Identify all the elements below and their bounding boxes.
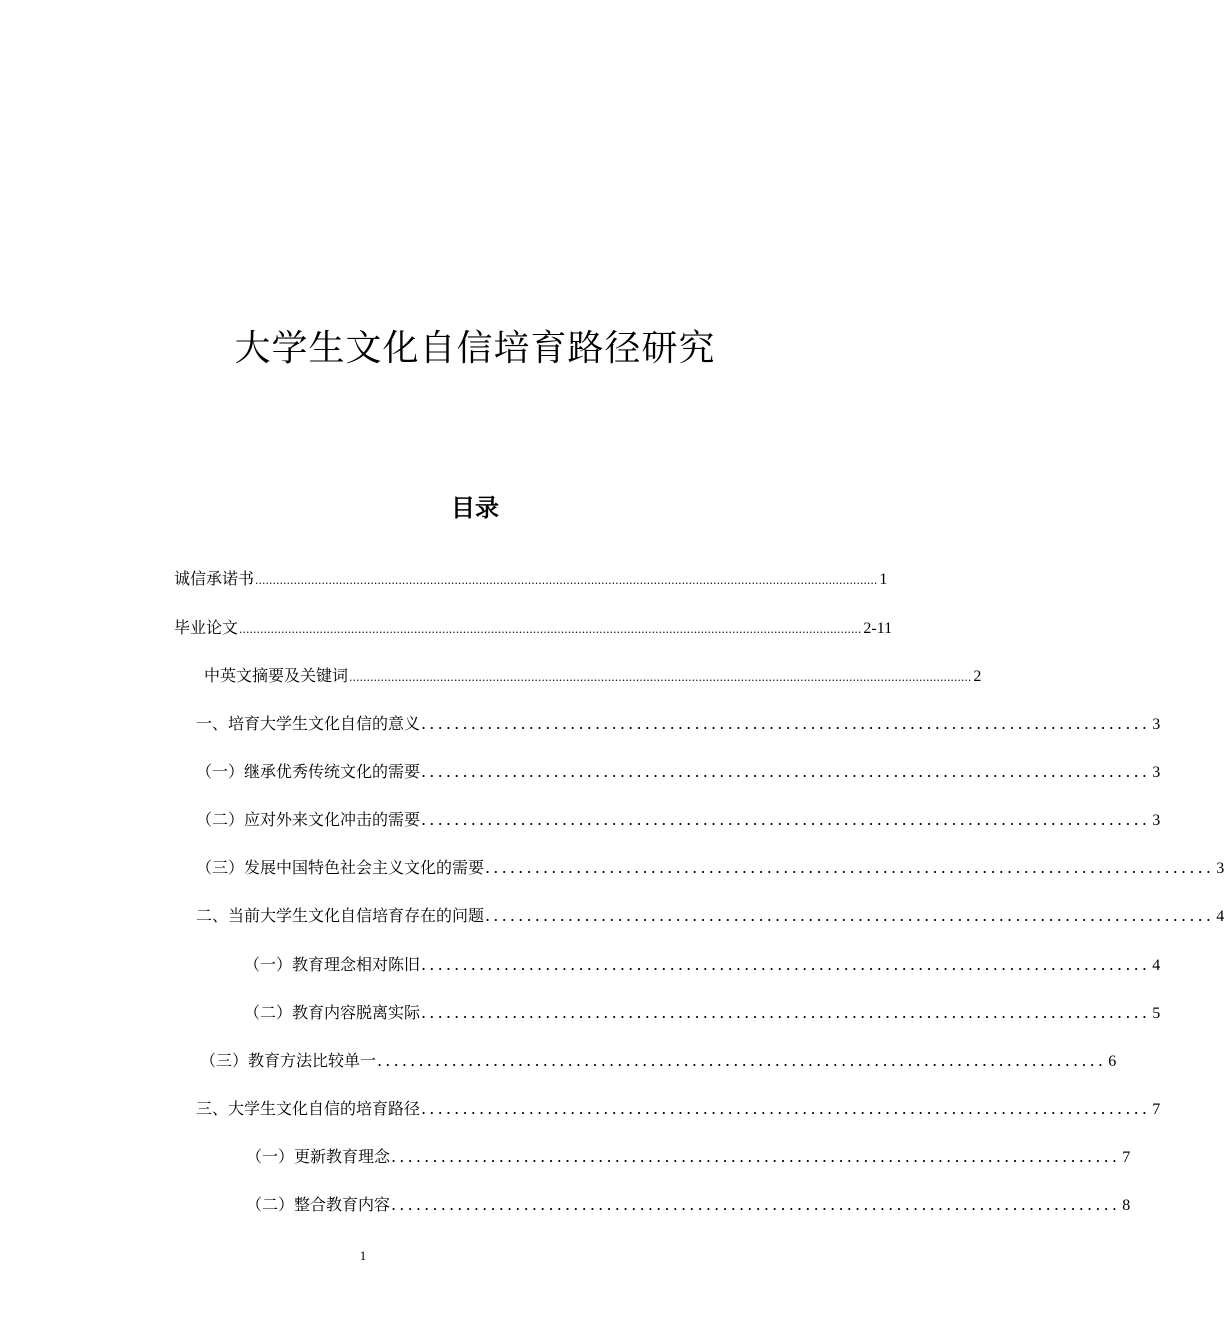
toc-entry-label: 二、当前大学生文化自信培育存在的问题 (196, 906, 485, 925)
toc-entry-label: 一、培育大学生文化自信的意义 (196, 714, 421, 733)
toc-leader-dots: ........................................................................................ (485, 858, 1215, 877)
toc-entry-section-1-2[interactable] (196, 808, 1161, 833)
document-title: 大学生文化自信培育路径研究 (234, 328, 716, 369)
toc-entry-page: 2 (973, 668, 982, 685)
toc-entry-page: 4 (1216, 908, 1224, 925)
toc-entry-page: 3 (1152, 764, 1161, 781)
toc-entry-label: （二）教育内容脱离实际 (244, 1003, 421, 1022)
toc-entry-page: 3 (1152, 812, 1161, 829)
toc-entry-label: （一）教育理念相对陈旧 (244, 955, 421, 974)
toc-entry-section-1[interactable] (196, 712, 1161, 737)
toc-leader-dots: ........................................................................................ (391, 1147, 1121, 1166)
toc-entry-page: 4 (1152, 957, 1161, 974)
toc-entry-page: 3 (1152, 716, 1161, 733)
toc-entry-pledge[interactable] (174, 567, 888, 593)
toc-leader-dots: ........................................................................................ (421, 955, 1151, 974)
toc-entry-section-2-1[interactable] (244, 953, 1161, 978)
toc-entry-label: 诚信承诺书 (174, 569, 255, 588)
toc-entry-section-3-2[interactable] (246, 1193, 1131, 1218)
toc-entry-label: 中英文摘要及关键词 (204, 666, 349, 685)
toc-entry-page: 7 (1152, 1101, 1161, 1118)
toc-leader-dots: .................................................................................................................................................................................. (349, 671, 972, 684)
toc-entry-abstract[interactable] (204, 664, 982, 690)
toc-entry-page: 2-11 (863, 620, 893, 637)
toc-leader-dots: ........................................................................................ (421, 1099, 1151, 1118)
toc-entry-page: 1 (879, 571, 888, 588)
toc-entry-thesis[interactable] (174, 616, 893, 642)
toc-entry-section-2-2[interactable] (244, 1001, 1161, 1026)
toc-entry-section-3-1[interactable] (246, 1145, 1131, 1170)
toc-entry-page: 5 (1152, 1005, 1161, 1022)
toc-entry-section-2-3[interactable] (200, 1049, 1117, 1074)
toc-entry-section-1-3[interactable] (196, 856, 1224, 881)
toc-entry-label: （一）继承优秀传统文化的需要 (196, 762, 421, 781)
toc-entry-page: 6 (1108, 1053, 1117, 1070)
toc-leader-dots: ........................................................................................ (421, 714, 1151, 733)
toc-entry-label: （二）应对外来文化冲击的需要 (196, 810, 421, 829)
toc-entry-section-3[interactable] (196, 1097, 1161, 1122)
toc-entry-page: 3 (1216, 860, 1224, 877)
toc-leader-dots: ........................................................................................ (485, 906, 1215, 925)
toc-leader-dots: ........................................................................................ (421, 762, 1151, 781)
toc-leader-dots: .................................................................................................................................................................................. (255, 574, 878, 587)
toc-leader-dots: .................................................................................................................................................................................. (239, 623, 862, 636)
toc-entry-page: 7 (1122, 1149, 1131, 1166)
toc-entry-label: （二）整合教育内容 (246, 1195, 391, 1214)
toc-entry-label: 三、大学生文化自信的培育路径 (196, 1099, 421, 1118)
toc-leader-dots: ........................................................................................ (421, 1003, 1151, 1022)
toc-entry-label: （三）教育方法比较单一 (200, 1051, 377, 1070)
toc-leader-dots: ........................................................................................ (377, 1051, 1107, 1070)
toc-entry-page: 8 (1122, 1197, 1131, 1214)
toc-heading: 目录 (451, 494, 499, 522)
toc-entry-label: （三）发展中国特色社会主义文化的需要 (196, 858, 485, 877)
toc-entry-section-1-1[interactable] (196, 760, 1161, 785)
toc-entry-label: （一）更新教育理念 (246, 1147, 391, 1166)
toc-entry-section-2[interactable] (196, 904, 1224, 929)
page-number: 1 (359, 1248, 367, 1263)
toc-leader-dots: ........................................................................................ (391, 1195, 1121, 1214)
toc-entry-label: 毕业论文 (174, 618, 239, 637)
toc-leader-dots: ........................................................................................ (421, 810, 1151, 829)
